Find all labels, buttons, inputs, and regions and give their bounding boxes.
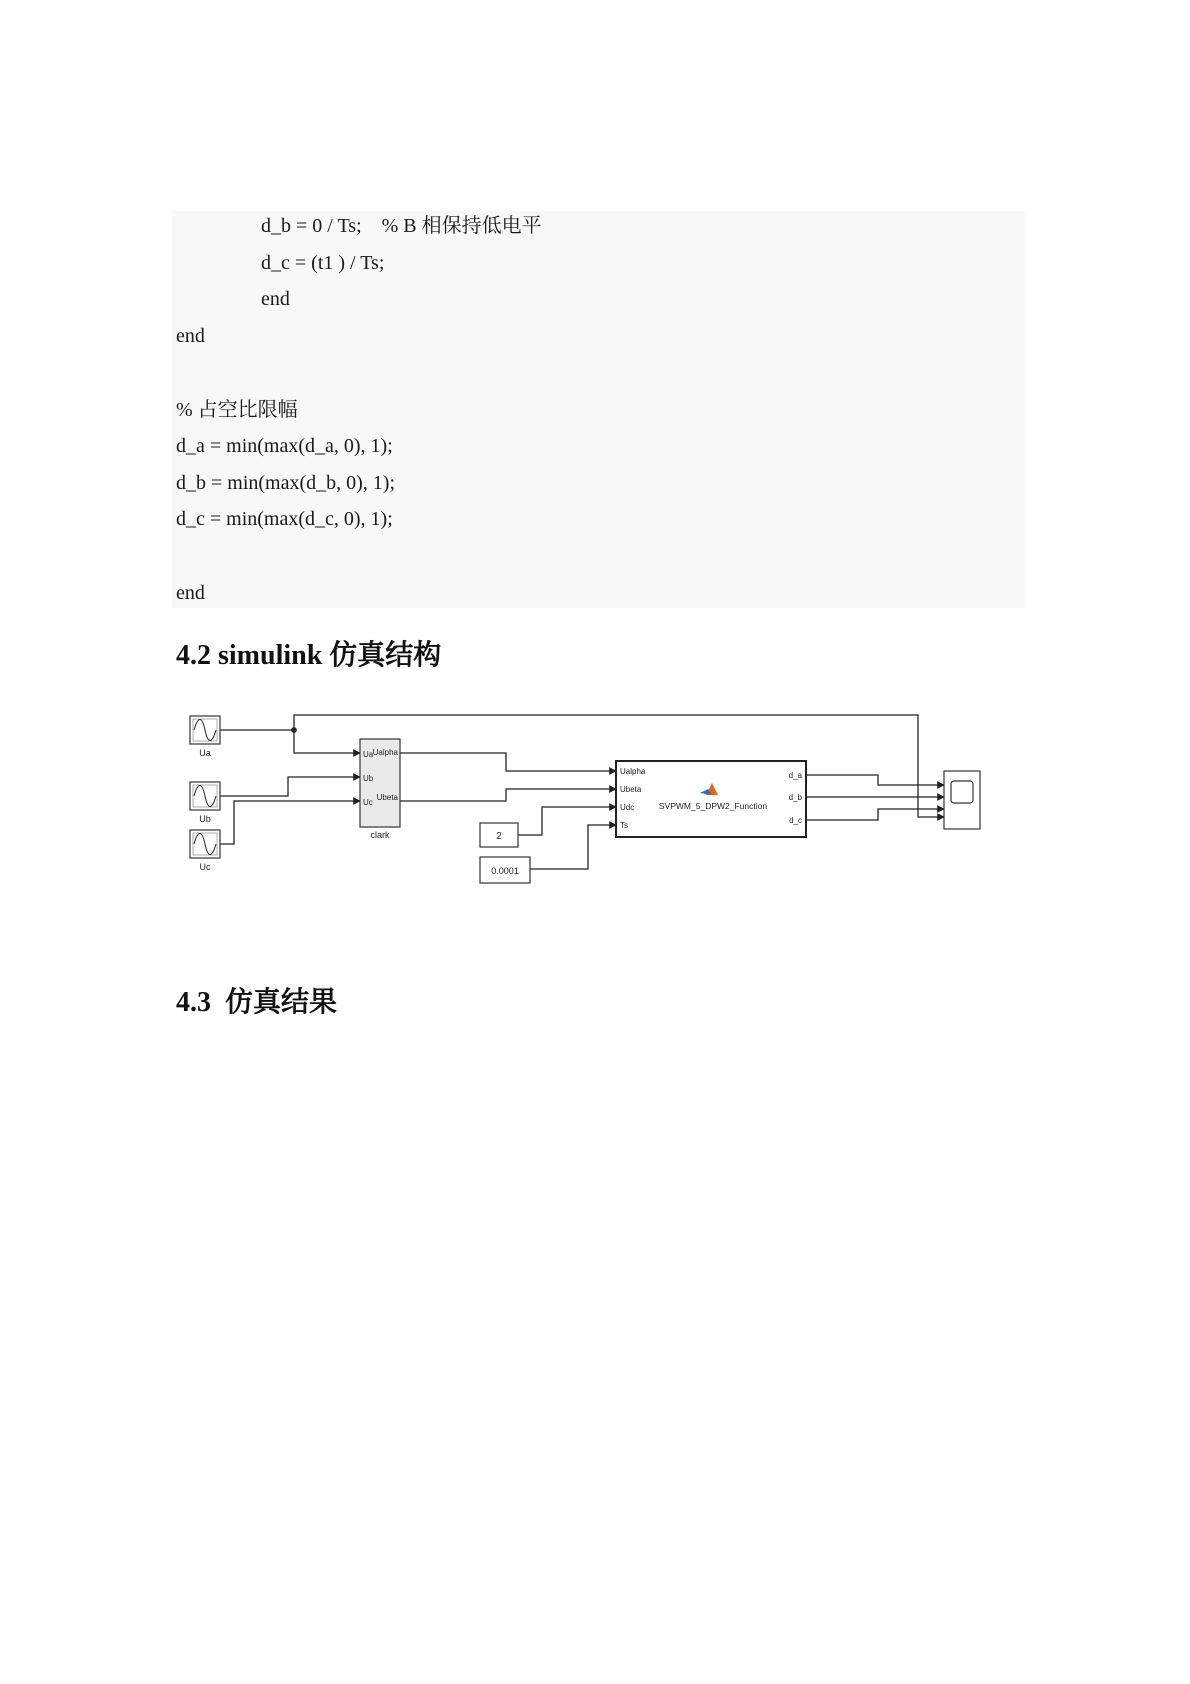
fn-output-db: d_b [788,793,802,802]
clark-input-ub: Ub [363,774,374,783]
sine-source-ua[interactable] [190,716,220,758]
code-line: d_c = min(max(d_c, 0), 1); [176,508,393,530]
code-line: end [261,288,290,310]
sine-source-ub[interactable] [190,782,220,824]
code-line: d_c = (t1 ) / Ts; [261,252,385,274]
scope-screen-icon [951,781,973,803]
clark-input-ua: Ua [363,750,374,759]
section-heading-results: 4.3 仿真结果 [176,987,338,1018]
clark-output-ualpha: Ualpha [372,748,398,757]
section-heading-simulink: 4.2 simulink 仿真结构 [176,640,442,671]
code-line: d_b = 0 / Ts; % B 相保持低电平 [261,215,542,237]
simulink-diagram [176,705,996,905]
fn-input-ts: Ts [620,821,628,830]
clark-block[interactable] [360,739,400,840]
source-label: Ua [199,748,211,758]
constant-value: 2 [496,831,502,842]
source-label: Uc [199,862,211,872]
code-block [172,211,1025,608]
fn-input-ualpha: Ualpha [620,767,646,776]
source-label: Ub [199,814,211,824]
clark-output-ubeta: Ubeta [376,793,398,802]
fn-output-dc: d_c [789,816,802,825]
constant-ts[interactable] [480,857,530,883]
code-line: end [176,325,205,347]
code-line: d_b = min(max(d_b, 0), 1); [176,472,396,494]
clark-label: clark [370,830,390,840]
code-line: end [176,582,205,604]
scope-block[interactable] [944,771,980,829]
constant-value: 0.0001 [491,866,519,876]
fn-output-da: d_a [788,771,802,780]
clark-input-uc: Uc [363,798,373,807]
svpwm-function-block[interactable] [616,761,806,837]
fn-input-udc: Udc [620,803,635,812]
code-line: % 占空比限幅 [176,399,298,421]
wires [220,715,944,869]
code-line: d_a = min(max(d_a, 0), 1); [176,435,393,457]
constant-udc[interactable] [480,823,518,847]
sine-source-uc[interactable] [190,830,220,872]
fn-input-ubeta: Ubeta [620,785,642,794]
fn-block-name: SVPWM_5_DPW2_Function [658,801,768,811]
